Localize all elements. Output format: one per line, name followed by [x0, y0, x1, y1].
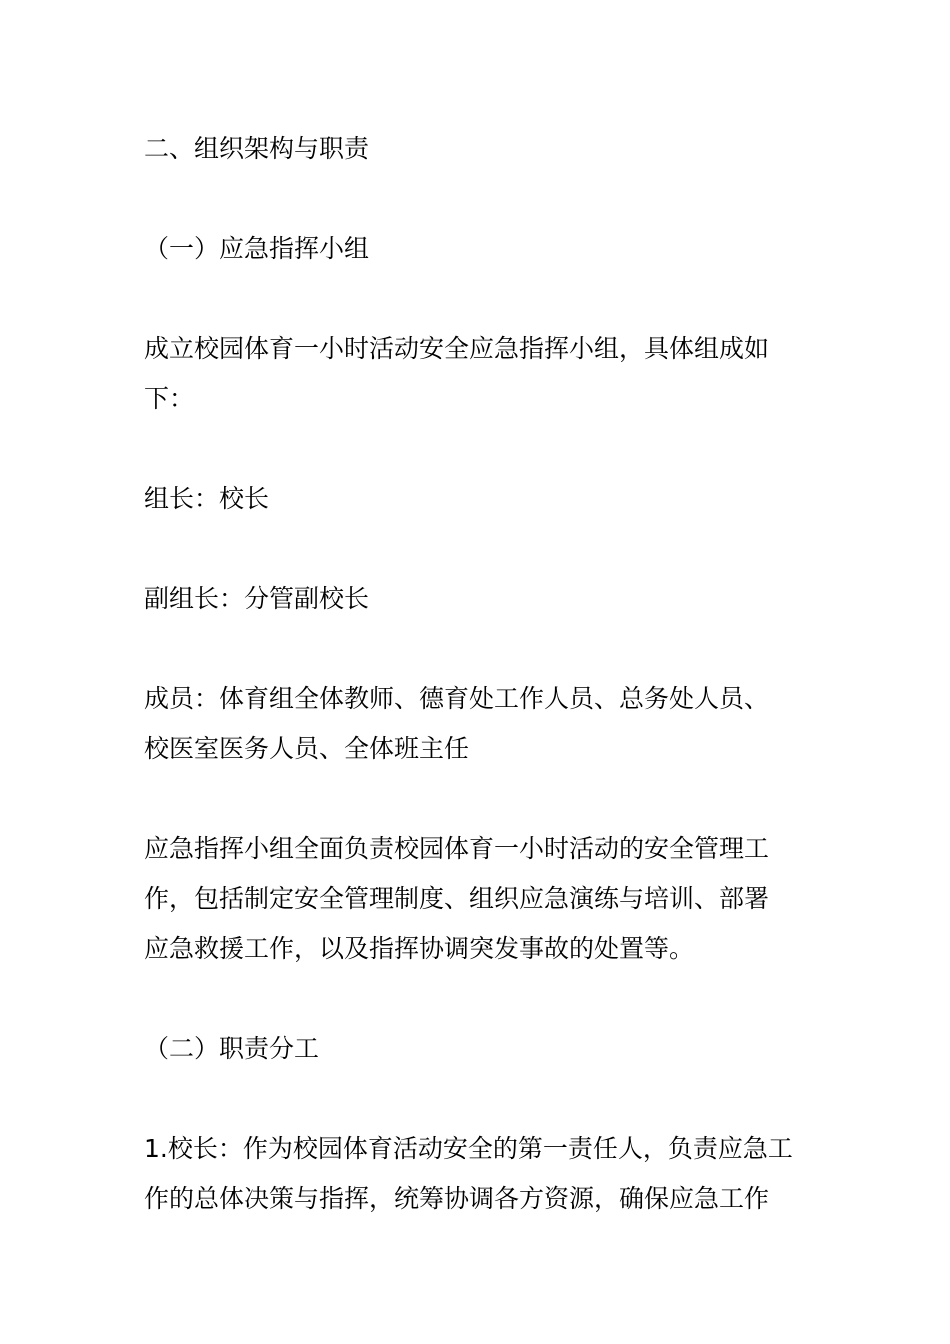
principal-duty-line-2: 作的总体决策与指挥，统筹协调各方资源，确保应急工作 — [144, 1184, 770, 1213]
intro-line-2: 下： — [144, 384, 195, 413]
group-duty-line-1: 应急指挥小组全面负责校园体育一小时活动的安全管理工 — [144, 834, 770, 863]
group-duty-line-3: 应急救援工作，以及指挥协调突发事故的处置等。 — [144, 934, 695, 963]
members-line-2: 校医室医务人员、全体班主任 — [144, 734, 470, 763]
principal-duty-paragraph — [144, 1124, 814, 1224]
intro-paragraph — [144, 324, 814, 424]
group-duty-line-2: 作，包括制定安全管理制度、组织应急演练与培训、部署 — [144, 884, 770, 913]
group-duty-paragraph — [144, 824, 814, 974]
intro-line-1: 成立校园体育一小时活动安全应急指挥小组，具体组成如 — [144, 334, 770, 363]
leader-line: 组长：校长 — [144, 484, 270, 513]
principal-duty-line-1: 1.校长：作为校园体育活动安全的第一责任人，负责应急工 — [144, 1134, 793, 1163]
section-heading: 二、组织架构与职责 — [144, 134, 370, 163]
sub-heading-duty-division: （二）职责分工 — [144, 1034, 320, 1063]
members-paragraph — [144, 674, 814, 774]
document-body — [144, 124, 814, 1224]
deputy-leader-line: 副组长：分管副校长 — [144, 584, 370, 613]
sub-heading-command-group: （一）应急指挥小组 — [144, 234, 370, 263]
members-line-1: 成员：体育组全体教师、德育处工作人员、总务处人员、 — [144, 684, 770, 713]
